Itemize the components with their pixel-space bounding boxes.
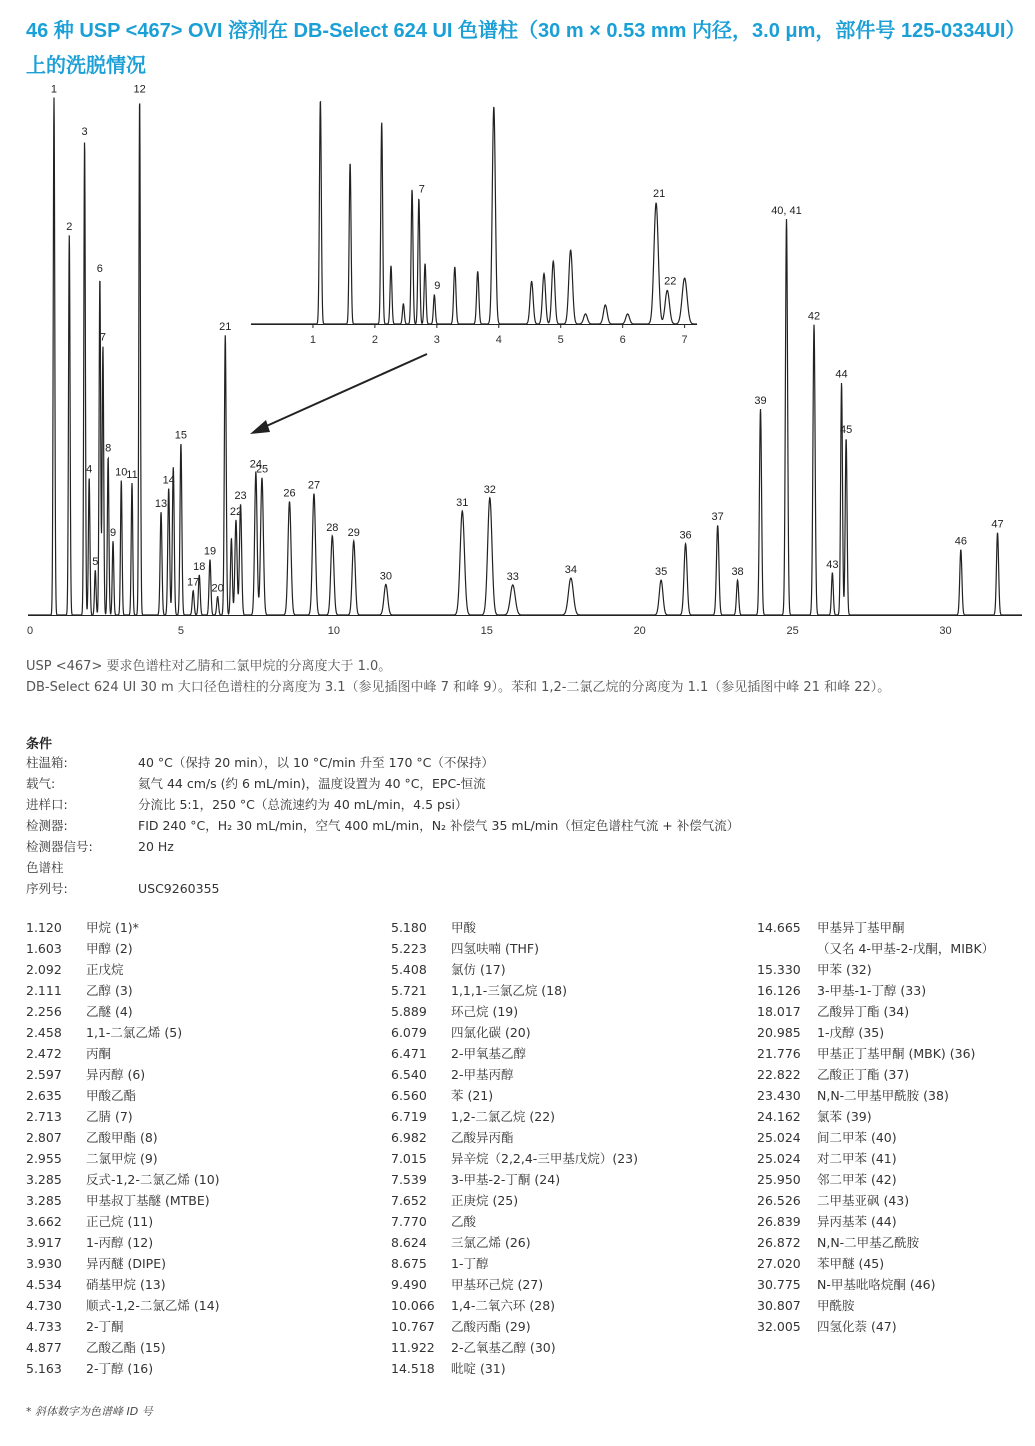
retention-time: 8.675 — [391, 1256, 427, 1271]
peak-label: 34 — [564, 564, 578, 577]
peak-label: 5 — [92, 556, 99, 569]
conditions-list — [26, 752, 739, 899]
main-trace — [28, 98, 1022, 615]
retention-time: 6.560 — [391, 1088, 427, 1103]
compound-name: （又名 4-甲基-2-戊酮，MIBK） — [817, 941, 995, 956]
peak-label: 26 — [283, 487, 296, 500]
condition-value: 40 °C（保持 20 min），以 10 °C/min 升至 170 °C（不保持） — [138, 755, 494, 770]
condition-value: USC9260355 — [138, 881, 220, 896]
retention-time: 30.775 — [757, 1277, 801, 1292]
retention-time: 4.877 — [26, 1340, 62, 1355]
inset-trace — [251, 102, 697, 324]
compound-name: 3-甲基-2-丁酮 (24) — [451, 1172, 561, 1187]
peak-list-item — [757, 1316, 994, 1337]
retention-time: 26.839 — [757, 1214, 801, 1229]
peak-list-item — [26, 1190, 220, 1211]
retention-time: 23.430 — [757, 1088, 801, 1103]
compound-name: 二氯甲烷 (9) — [86, 1151, 158, 1166]
retention-time: 32.005 — [757, 1319, 801, 1334]
footnote: * 斜体数字为色谱峰 ID 号 — [26, 1405, 153, 1418]
retention-time: 2.256 — [26, 1004, 62, 1019]
retention-time: 27.020 — [757, 1256, 801, 1271]
retention-time: 5.408 — [391, 962, 427, 977]
compound-name: 四氢呋喃 (THF) — [451, 941, 539, 956]
retention-time: 18.017 — [757, 1004, 801, 1019]
retention-time: 9.490 — [391, 1277, 427, 1292]
inset-x-tick-label: 5 — [557, 334, 564, 346]
condition-value: 分流比 5:1，250 °C（总流速约为 40 mL/min，4.5 psi） — [138, 797, 468, 812]
retention-time: 10.767 — [391, 1319, 435, 1334]
peak-list-column-1 — [26, 917, 220, 1379]
condition-key: 色谱柱 — [26, 860, 64, 875]
peak-label: 42 — [807, 310, 821, 323]
retention-time: 2.597 — [26, 1067, 62, 1082]
compound-name: 环己烷 (19) — [451, 1004, 519, 1019]
compound-name: 正庚烷 (25) — [451, 1193, 519, 1208]
retention-time: 10.066 — [391, 1298, 435, 1313]
peak-list-item — [26, 1169, 220, 1190]
inset-peak-label: 7 — [418, 183, 425, 196]
compound-name: 甲醇 (2) — [86, 941, 133, 956]
compound-name: 甲基异丁基甲酮 — [817, 920, 905, 935]
peak-list-item — [391, 917, 638, 938]
peak-label: 11 — [126, 469, 138, 481]
peak-list-item — [391, 1232, 638, 1253]
retention-time: 14.665 — [757, 920, 801, 935]
peak-label: 31 — [456, 496, 469, 509]
retention-time: 14.518 — [391, 1361, 435, 1376]
peak-list-item — [391, 1043, 638, 1064]
x-tick-label: 10 — [327, 625, 340, 637]
compound-name: 硝基甲烷 (13) — [86, 1277, 166, 1292]
retention-time: 1.603 — [26, 941, 62, 956]
retention-time: 6.471 — [391, 1046, 427, 1061]
arrow-shaft — [262, 354, 427, 428]
peak-list-item — [26, 1253, 220, 1274]
peak-label: 9 — [109, 527, 117, 540]
peak-label: 18 — [193, 560, 206, 573]
peak-label: 39 — [754, 395, 767, 408]
condition-key: 柱温箱: — [26, 755, 68, 770]
x-tick-label: 5 — [177, 625, 184, 637]
peak-list-item — [26, 1148, 220, 1169]
peak-label: 25 — [255, 463, 269, 476]
peak-list-item — [391, 980, 638, 1001]
compound-name: N,N-二甲基乙酰胺 — [817, 1235, 920, 1250]
retention-time: 2.458 — [26, 1025, 62, 1040]
compound-name: 苯甲醚 (45) — [817, 1256, 885, 1271]
page-title: 46 种 USP <467> OVI 溶剂在 DB-Select 624 UI 色谱柱（30 m × 0.53 mm 内径，3.0 μm，部件号 125-0334UI）上的洗脱情况 — [26, 20, 1016, 77]
compound-name: 1,1,1-三氯乙烷 (18) — [451, 983, 567, 998]
peak-list-item — [391, 1127, 638, 1148]
condition-row — [26, 752, 739, 773]
peak-list-item — [391, 1190, 638, 1211]
compound-name: 甲酰胺 — [817, 1298, 855, 1313]
retention-time: 7.770 — [391, 1214, 427, 1229]
peak-list-item — [391, 1001, 638, 1022]
peak-label: 19 — [203, 545, 217, 558]
peak-list-item — [391, 1211, 638, 1232]
note-line-2: DB-Select 624 UI 30 m 大口径色谱柱的分离度为 3.1（参见插图中峰 7 和峰 9）。苯和 1,2-二氯乙烷的分离度为 1.1（参见插图中峰 21 和峰 22）。 — [26, 680, 891, 695]
compound-name: 1,4-二氧六环 (28) — [451, 1298, 556, 1313]
x-tick-label: 15 — [480, 625, 493, 637]
retention-time: 2.635 — [26, 1088, 62, 1103]
compound-name: 甲苯 (32) — [817, 962, 872, 977]
peak-list-item — [757, 1211, 994, 1232]
peak-label: 32 — [483, 483, 496, 496]
compound-name: 丙酮 — [86, 1046, 112, 1061]
peak-label: 13 — [154, 498, 168, 511]
peak-list-item — [26, 1211, 220, 1232]
peak-label: 24 — [249, 458, 262, 471]
retention-time: 4.733 — [26, 1319, 62, 1334]
compound-name: 甲基环己烷 (27) — [451, 1277, 544, 1292]
retention-time: 7.652 — [391, 1193, 427, 1208]
compound-name: 甲基正丁基甲酮 (MBK) (36) — [817, 1046, 976, 1061]
peak-list-item — [757, 959, 994, 980]
peak-label: 46 — [954, 535, 967, 548]
peak-list-item — [26, 1085, 220, 1106]
peak-label: 33 — [506, 570, 519, 583]
peak-list-item — [391, 1064, 638, 1085]
peak-list-item — [26, 1127, 220, 1148]
retention-time: 25.024 — [757, 1130, 801, 1145]
x-tick-label: 20 — [633, 625, 646, 637]
compound-name: 1-丙醇 (12) — [86, 1235, 154, 1250]
compound-name: 正戊烷 — [86, 962, 124, 977]
peak-list-item — [391, 1148, 638, 1169]
peak-label: 2 — [66, 220, 73, 233]
resolution-notes — [26, 656, 890, 698]
peak-list-item — [757, 1253, 994, 1274]
compound-name: 吡啶 (31) — [451, 1361, 506, 1376]
compound-name: 2-丁酮 — [86, 1319, 124, 1334]
peak-list-item — [391, 1316, 638, 1337]
condition-row — [26, 815, 739, 836]
retention-time: 15.330 — [757, 962, 801, 977]
peak-list-item — [391, 1106, 638, 1127]
peak-label: 20 — [211, 582, 224, 595]
peak-list-item — [391, 1337, 638, 1358]
compound-name: 乙酸甲酯 (8) — [86, 1130, 158, 1145]
peak-label: 7 — [99, 331, 106, 344]
compound-name: 四氢化萘 (47) — [817, 1319, 897, 1334]
peak-list-item — [26, 1337, 220, 1358]
peak-label: 15 — [174, 429, 188, 442]
compound-name: 2-甲氧基乙醇 — [451, 1046, 526, 1061]
peak-label: 47 — [991, 518, 1004, 531]
inset-x-tick-label: 4 — [495, 334, 502, 346]
inset-chromatogram — [251, 102, 697, 346]
retention-time: 3.930 — [26, 1256, 62, 1271]
peak-list-item — [391, 938, 638, 959]
peak-label: 21 — [219, 321, 232, 334]
retention-time: 25.024 — [757, 1151, 801, 1166]
retention-time: 6.719 — [391, 1109, 427, 1124]
compound-name: 三氯乙烯 (26) — [451, 1235, 531, 1250]
retention-time: 7.015 — [391, 1151, 427, 1166]
peak-list-item — [26, 1022, 220, 1043]
compound-name: 二甲基亚砜 (43) — [817, 1193, 910, 1208]
inset-peak-label: 9 — [434, 279, 441, 292]
peak-label: 14 — [162, 474, 175, 487]
peak-list-item — [757, 1085, 994, 1106]
retention-time: 30.807 — [757, 1298, 801, 1313]
retention-time: 24.162 — [757, 1109, 801, 1124]
peak-list-item — [757, 980, 994, 1001]
arrow-head — [250, 420, 270, 434]
compound-name: 甲酸 — [451, 920, 477, 935]
condition-key: 载气: — [26, 776, 56, 791]
retention-time: 3.662 — [26, 1214, 62, 1229]
peak-list-item — [26, 1064, 220, 1085]
peak-list-item — [26, 980, 220, 1001]
peak-label: 38 — [731, 566, 744, 579]
peak-label: 10 — [115, 466, 128, 479]
peak-label: 44 — [835, 368, 848, 381]
peak-label: 27 — [307, 479, 321, 492]
compound-name: 苯 (21) — [451, 1088, 494, 1103]
retention-time: 3.917 — [26, 1235, 62, 1250]
condition-value: 氦气 44 cm/s (约 6 mL/min)，温度设置为 40 °C，EPC-恒流 — [138, 776, 486, 791]
condition-key: 序列号: — [26, 881, 68, 896]
peak-list-item — [391, 1085, 638, 1106]
peak-list-item — [391, 1253, 638, 1274]
peak-list-item — [26, 1358, 220, 1379]
retention-time: 16.126 — [757, 983, 801, 998]
peak-list-item — [757, 1064, 994, 1085]
compound-name: 反式-1,2-二氯乙烯 (10) — [86, 1172, 220, 1187]
compound-name: 乙腈 (7) — [86, 1109, 133, 1124]
peak-label: 40, 41 — [771, 205, 802, 217]
peak-label: 6 — [96, 263, 103, 276]
retention-time: 21.776 — [757, 1046, 801, 1061]
peak-list-item — [757, 1127, 994, 1148]
peak-list-item — [757, 1022, 994, 1043]
note-line-1: USP <467> 要求色谱柱对乙腈和二氯甲烷的分离度大于 1.0。 — [26, 659, 392, 674]
retention-time: 6.079 — [391, 1025, 427, 1040]
peak-list-item — [26, 938, 220, 959]
compound-name: 氯苯 (39) — [817, 1109, 872, 1124]
condition-key: 检测器: — [26, 818, 68, 833]
peak-list-item — [757, 1274, 994, 1295]
peak-label: 29 — [347, 527, 360, 540]
inset-x-tick-label: 7 — [681, 334, 688, 346]
condition-key: 检测器信号: — [26, 839, 93, 854]
compound-name: 乙醇 (3) — [86, 983, 133, 998]
peak-list-item — [391, 1295, 638, 1316]
retention-time: 1.120 — [26, 920, 62, 935]
inset-peak-label: 22 — [664, 275, 677, 288]
retention-time: 5.180 — [391, 920, 427, 935]
peak-label: 45 — [840, 424, 853, 437]
peak-label: 43 — [826, 558, 839, 571]
compound-name: 顺式-1,2-二氯乙烯 (14) — [86, 1298, 220, 1313]
retention-time: 3.285 — [26, 1193, 62, 1208]
compound-name: 异丙醚 (DIPE) — [86, 1256, 166, 1271]
compound-name: 乙酸异丙酯 — [451, 1130, 514, 1145]
compound-name: 间二甲苯 (40) — [817, 1130, 897, 1145]
peak-label: 22 — [229, 505, 243, 518]
compound-name: 乙酸 — [451, 1214, 477, 1229]
compound-name: 2-乙氧基乙醇 (30) — [451, 1340, 556, 1355]
compound-name: 乙酸乙酯 (15) — [86, 1340, 166, 1355]
compound-name: 氯仿 (17) — [451, 962, 506, 977]
compound-name: 乙酸丙酯 (29) — [451, 1319, 531, 1334]
condition-row — [26, 794, 739, 815]
peak-list-item — [26, 1001, 220, 1022]
retention-time: 22.822 — [757, 1067, 801, 1082]
compound-name: 异丙基苯 (44) — [817, 1214, 897, 1229]
inset-x-tick-label: 3 — [433, 334, 440, 346]
peak-list-item — [391, 959, 638, 980]
peak-list-item — [26, 917, 220, 938]
retention-time: 2.472 — [26, 1046, 62, 1061]
retention-time: 5.223 — [391, 941, 427, 956]
retention-time: 8.624 — [391, 1235, 427, 1250]
peak-list-item — [26, 1316, 220, 1337]
peak-label: 23 — [234, 490, 247, 503]
compound-name: 甲酸乙酯 — [86, 1088, 137, 1103]
inset-peak-label: 21 — [652, 188, 666, 201]
compound-name: 2-丁醇 (16) — [86, 1361, 154, 1376]
retention-time: 2.713 — [26, 1109, 62, 1124]
peak-label: 35 — [654, 566, 668, 579]
compound-name: N,N-二甲基甲酰胺 (38) — [817, 1088, 949, 1103]
conditions-heading: 条件 — [26, 737, 53, 752]
retention-time: 6.982 — [391, 1130, 427, 1145]
retention-time: 5.163 — [26, 1361, 62, 1376]
peak-list-item — [757, 1106, 994, 1127]
peak-list-item — [391, 1022, 638, 1043]
x-tick-label: 0 — [26, 625, 34, 637]
compound-name: 乙醚 (4) — [86, 1004, 133, 1019]
peak-label: 4 — [86, 463, 93, 476]
compound-name: 1-戊醇 (35) — [817, 1025, 885, 1040]
peak-list-item — [757, 1001, 994, 1022]
peak-list-item — [391, 1169, 638, 1190]
compound-name: 1,1-二氯乙烯 (5) — [86, 1025, 183, 1040]
compound-name: 3-甲基-1-丁醇 (33) — [817, 983, 927, 998]
peak-list-item — [391, 1274, 638, 1295]
compound-name: 甲烷 (1)* — [86, 920, 139, 935]
peak-label: 1 — [50, 83, 58, 96]
inset-x-tick-label: 6 — [619, 334, 626, 346]
peak-list-item — [26, 959, 220, 980]
peak-label: 12 — [133, 83, 146, 96]
peak-label: 30 — [379, 570, 392, 583]
retention-time: 4.730 — [26, 1298, 62, 1313]
retention-time: 2.955 — [26, 1151, 62, 1166]
compound-name: 甲基叔丁基醚 (MTBE) — [86, 1193, 210, 1208]
compound-name: 邻二甲苯 (42) — [817, 1172, 897, 1187]
condition-key: 进样口: — [26, 797, 68, 812]
retention-time: 6.540 — [391, 1067, 427, 1082]
retention-time: 20.985 — [757, 1025, 801, 1040]
peak-list-item — [757, 1295, 994, 1316]
condition-row — [26, 857, 739, 878]
compound-name: 正己烷 (11) — [86, 1214, 154, 1229]
peak-list-item — [26, 1106, 220, 1127]
retention-time: 2.111 — [26, 983, 62, 998]
condition-row — [26, 836, 739, 857]
inset-arrow — [250, 354, 427, 434]
peak-label: 28 — [326, 521, 339, 534]
retention-time: 5.721 — [391, 983, 427, 998]
retention-time: 5.889 — [391, 1004, 427, 1019]
peak-list-item — [757, 1232, 994, 1253]
peak-list-item — [26, 1274, 220, 1295]
inset-x-tick-label: 1 — [309, 334, 317, 346]
compound-name: 1,2-二氯乙烷 (22) — [451, 1109, 556, 1124]
retention-time: 2.092 — [26, 962, 62, 977]
peak-list-item — [757, 1169, 994, 1190]
condition-value: 20 Hz — [138, 839, 174, 854]
x-tick-label: 30 — [939, 625, 952, 637]
compound-name: 异辛烷（2,2,4-三甲基戊烷）(23) — [451, 1151, 638, 1166]
main-chromatogram — [27, 84, 1022, 637]
inset-x-tick-label: 2 — [371, 334, 378, 346]
peak-label: 3 — [81, 125, 88, 138]
retention-time: 26.526 — [757, 1193, 801, 1208]
peak-label: 37 — [711, 511, 724, 524]
retention-time: 3.285 — [26, 1172, 62, 1187]
peak-list-item — [757, 1148, 994, 1169]
compound-name: 1-丁醇 — [451, 1256, 489, 1271]
peak-label: 8 — [105, 442, 112, 455]
condition-value: FID 240 °C，H₂ 30 mL/min，空气 400 mL/min，N₂ 补偿气 35 mL/min（恒定色谱柱气流 + 补偿气流） — [138, 818, 740, 833]
compound-name: 异丙醇 (6) — [86, 1067, 146, 1082]
peak-label: 17 — [187, 576, 200, 589]
compound-name: 乙酸异丁酯 (34) — [817, 1004, 910, 1019]
retention-time: 4.534 — [26, 1277, 62, 1292]
retention-time: 2.807 — [26, 1130, 62, 1145]
compound-name: 2-甲基丙醇 — [451, 1067, 514, 1082]
peak-list-item — [26, 1232, 220, 1253]
compound-name: 乙酸正丁酯 (37) — [817, 1067, 910, 1082]
retention-time: 26.872 — [757, 1235, 801, 1250]
peak-list-item — [757, 938, 994, 959]
condition-row — [26, 773, 739, 794]
retention-time: 7.539 — [391, 1172, 427, 1187]
condition-row — [26, 878, 739, 899]
retention-time: 25.950 — [757, 1172, 801, 1187]
compound-name: N-甲基吡咯烷酮 (46) — [817, 1277, 936, 1292]
compound-name: 对二甲苯 (41) — [817, 1151, 897, 1166]
peak-list-item — [26, 1295, 220, 1316]
chromatogram-chart — [0, 80, 1035, 650]
retention-time: 11.922 — [391, 1340, 435, 1355]
peak-list-item — [391, 1358, 638, 1379]
peak-list-item — [757, 917, 994, 938]
peak-list-item — [757, 1190, 994, 1211]
peak-list-item — [757, 1043, 994, 1064]
peak-label: 36 — [679, 529, 692, 542]
x-tick-label: 25 — [786, 625, 799, 637]
compound-name: 四氯化碳 (20) — [451, 1025, 531, 1040]
peak-list-column-2 — [391, 917, 638, 1379]
peak-list-column-3 — [757, 917, 994, 1337]
peak-list-item — [26, 1043, 220, 1064]
